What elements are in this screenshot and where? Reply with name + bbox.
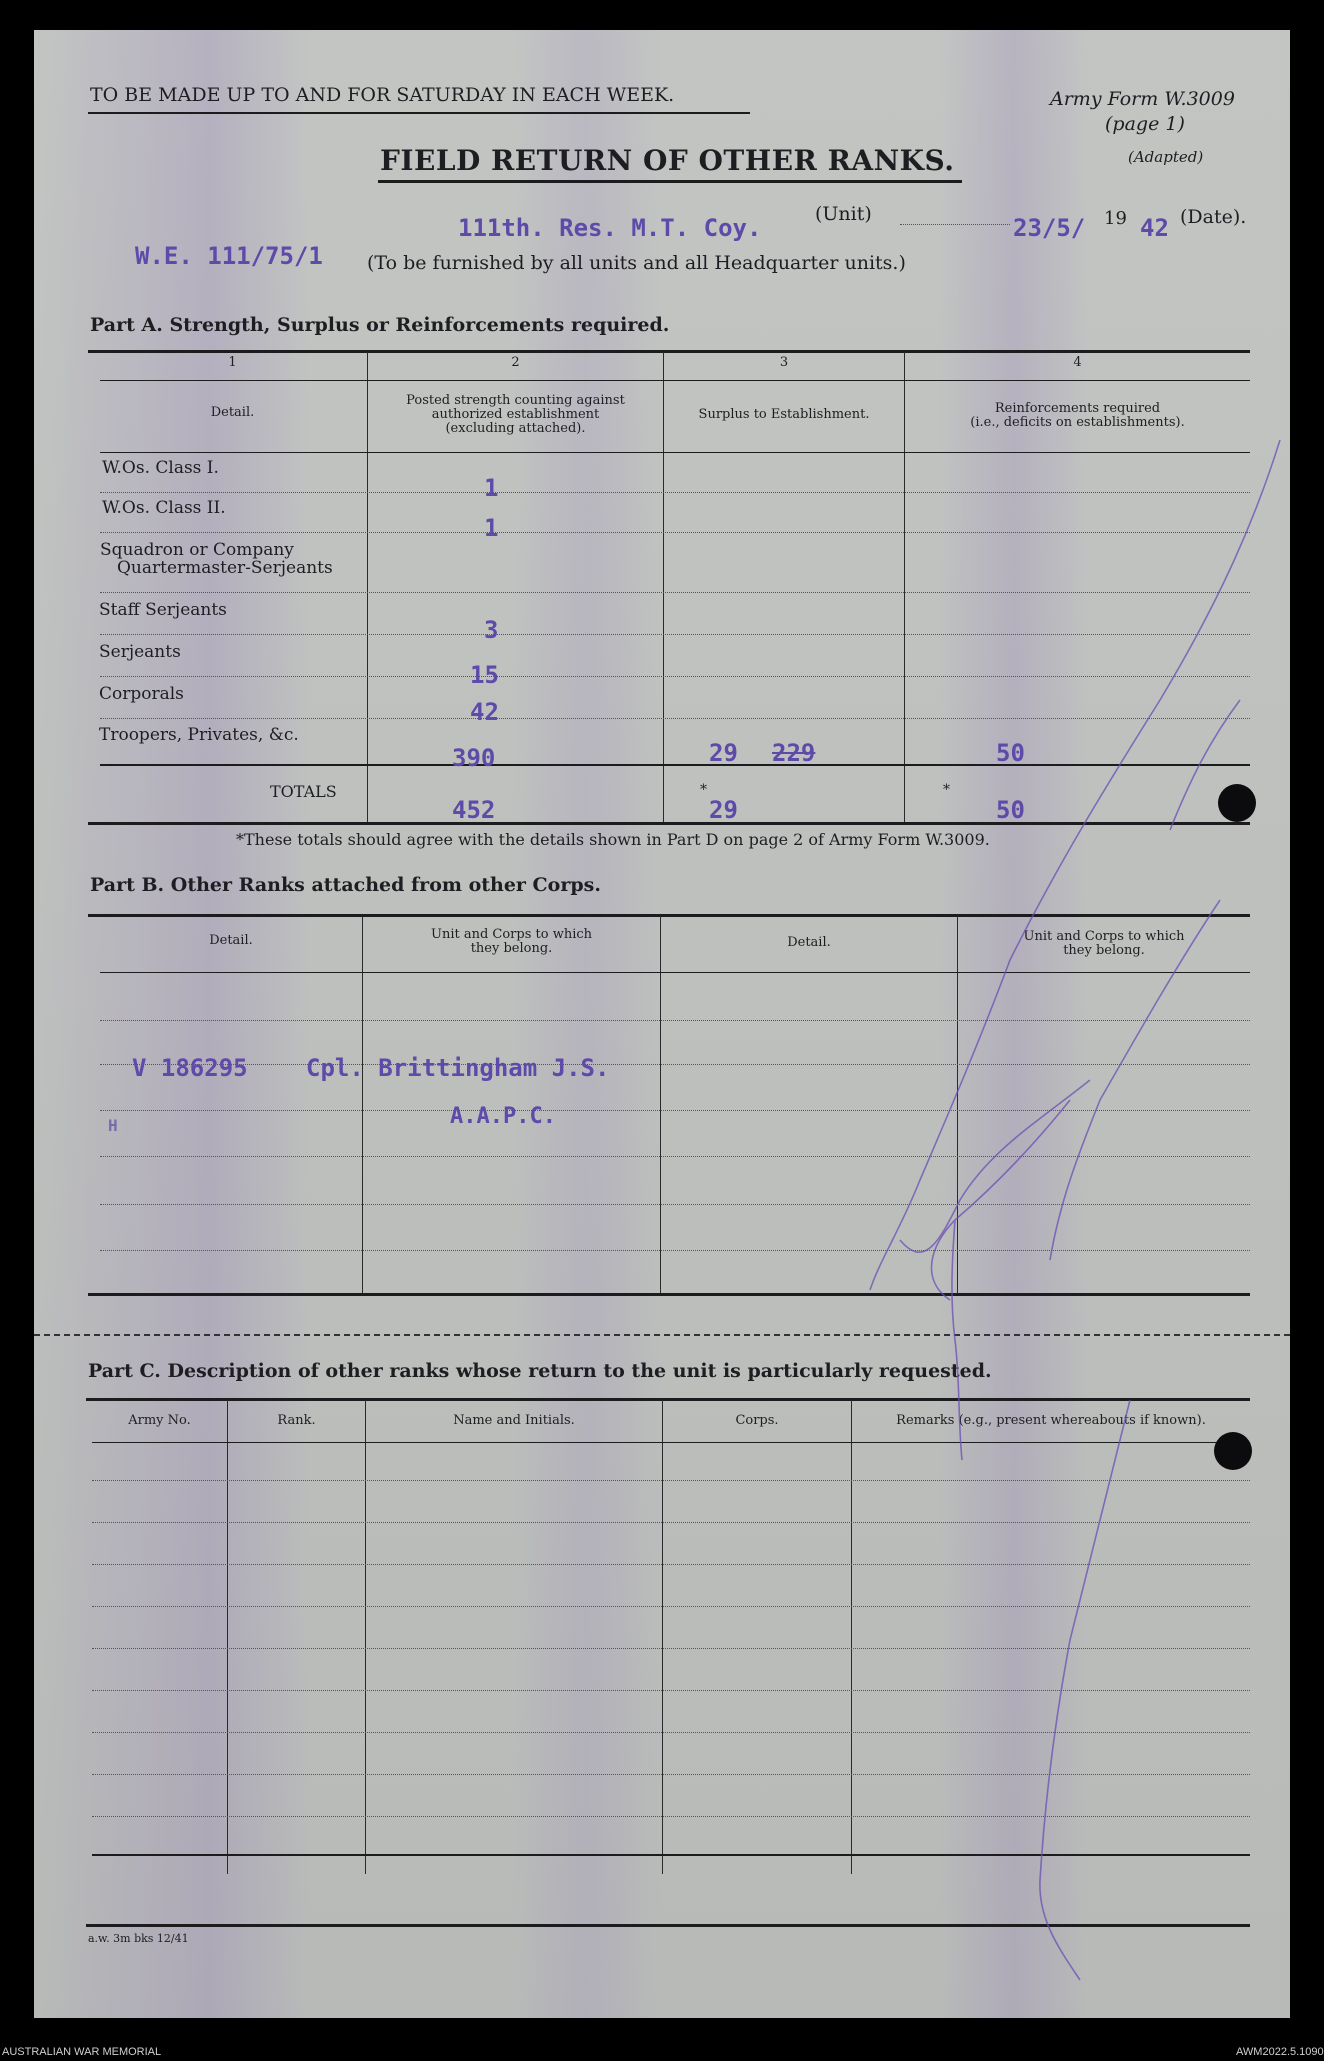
part-c-heading: Part C. Description of other ranks whose return to the unit is particularly requested. xyxy=(88,1360,992,1382)
date-value: 23/5/ xyxy=(1013,214,1086,242)
row-label-staff: Staff Serjeants xyxy=(99,600,227,620)
ink-stroke xyxy=(1170,700,1240,830)
date-label: (Date). xyxy=(1180,206,1247,228)
row-label-troopers: Troopers, Privates, &c. xyxy=(99,725,299,745)
total-surplus: 29 xyxy=(709,796,738,824)
total-surplus-star: * xyxy=(700,782,707,798)
totals-label: TOTALS xyxy=(270,782,337,801)
value-troopers-posted: 390 xyxy=(452,744,496,772)
ink-stroke xyxy=(1040,1400,1130,1980)
value-wo2-posted: 1 xyxy=(484,514,499,542)
col-number-1: 1 xyxy=(228,355,237,370)
unit-label: (Unit) xyxy=(815,203,872,225)
furnish-note: (To be furnished by all units and all Headquarter units.) xyxy=(367,252,906,274)
row-label-corporals: Corporals xyxy=(99,684,184,704)
total-reinf: 50 xyxy=(996,796,1025,824)
row-label-wo2: W.Os. Class II. xyxy=(102,498,226,518)
col-number-3: 3 xyxy=(779,355,789,370)
page-title: FIELD RETURN OF OTHER RANKS. xyxy=(380,144,955,177)
year-prefix: 19 xyxy=(1104,208,1127,229)
part-c-header-rank: Rank. xyxy=(277,1413,316,1428)
part-b-header-unit2-2: they belong. xyxy=(1063,943,1145,958)
unit-value: 111th. Res. M.T. Coy. xyxy=(458,214,762,242)
col-header-posted-2: authorized establishment xyxy=(431,407,600,422)
col-header-surplus: Surplus to Establishment. xyxy=(698,407,870,422)
ink-stroke xyxy=(952,1220,962,1460)
col-header-detail: Detail. xyxy=(210,405,255,420)
part-a-heading: Part A. Strength, Surplus or Reinforcements required. xyxy=(90,314,670,336)
form-number: Army Form W.3009 xyxy=(1050,88,1235,110)
col-header-reinf-2: (i.e., deficits on establishments). xyxy=(970,415,1185,430)
col-header-reinf-1: Reinforcements required xyxy=(994,401,1161,416)
year-suffix: 42 xyxy=(1140,214,1169,242)
we-reference: W.E. 111/75/1 xyxy=(135,242,323,270)
row-label-serjeants: Serjeants xyxy=(99,642,181,662)
page-label: (page 1) xyxy=(1105,113,1185,135)
total-posted: 452 xyxy=(452,796,496,824)
col-number-2: 2 xyxy=(511,355,520,370)
part-c-header-remarks: Remarks (e.g., present whereabouts if known). xyxy=(896,1413,1206,1428)
row-label-squadron-1: Squadron or Company xyxy=(100,540,294,560)
part-c-header-army-no: Army No. xyxy=(128,1413,191,1428)
footer-left-caption: AUSTRALIAN WAR MEMORIAL xyxy=(2,2046,162,2058)
print-reference: a.w. 3m bks 12/41 xyxy=(88,1932,189,1945)
adapted-label: (Adapted) xyxy=(1128,148,1204,166)
part-b-entry-corps: A.A.P.C. xyxy=(450,1104,556,1129)
ink-stroke xyxy=(1050,900,1220,1260)
part-b-header-detail-2: Detail. xyxy=(787,935,831,950)
part-b-entry-mark: H xyxy=(108,1116,118,1135)
value-corporals-posted: 15 xyxy=(470,661,499,689)
part-b-header-unit2-1: Unit and Corps to which xyxy=(1023,929,1185,944)
part-b-header-unit-1: Unit and Corps to which xyxy=(430,927,593,942)
part-b-heading: Part B. Other Ranks attached from other Corps. xyxy=(90,874,601,896)
value-wo1-posted: 1 xyxy=(484,474,499,502)
value-troopers-reinf: 50 xyxy=(996,739,1025,767)
part-a-footnote: *These totals should agree with the details shown in Part D on page 2 of Army Form W.3009. xyxy=(236,830,990,849)
part-b-header-detail: Detail. xyxy=(209,933,253,948)
col-header-posted-3: (excluding attached). xyxy=(445,421,586,436)
total-reinf-star: * xyxy=(943,782,950,798)
part-c-header-corps: Corps. xyxy=(735,1413,779,1428)
footer-right-caption: AWM2022.5.1090 xyxy=(1236,2046,1324,2058)
part-c-header-name: Name and Initials. xyxy=(453,1413,575,1428)
ink-stroke xyxy=(900,1080,1090,1252)
value-troopers-surplus-struck: 229 xyxy=(772,739,816,767)
part-b-header-unit-2: they belong. xyxy=(470,941,553,956)
instruction-text: TO BE MADE UP TO AND FOR SATURDAY IN EACH WEEK. xyxy=(90,84,675,106)
row-label-wo1: W.Os. Class I. xyxy=(102,458,219,478)
value-serjeants-posted: 3 xyxy=(484,616,499,644)
col-number-4: 4 xyxy=(1073,355,1082,370)
ink-stroke xyxy=(870,440,1280,1290)
row-label-squadron-2: Quartermaster-Serjeants xyxy=(117,558,333,578)
value-troopers-surplus: 29 xyxy=(709,739,738,767)
col-header-posted-1: Posted strength counting against xyxy=(406,393,625,408)
part-b-entry-number: V 186295 xyxy=(132,1054,248,1082)
part-b-entry-name: Cpl. Brittingham J.S. xyxy=(306,1054,610,1082)
value-corporals-posted-2: 42 xyxy=(470,698,499,726)
